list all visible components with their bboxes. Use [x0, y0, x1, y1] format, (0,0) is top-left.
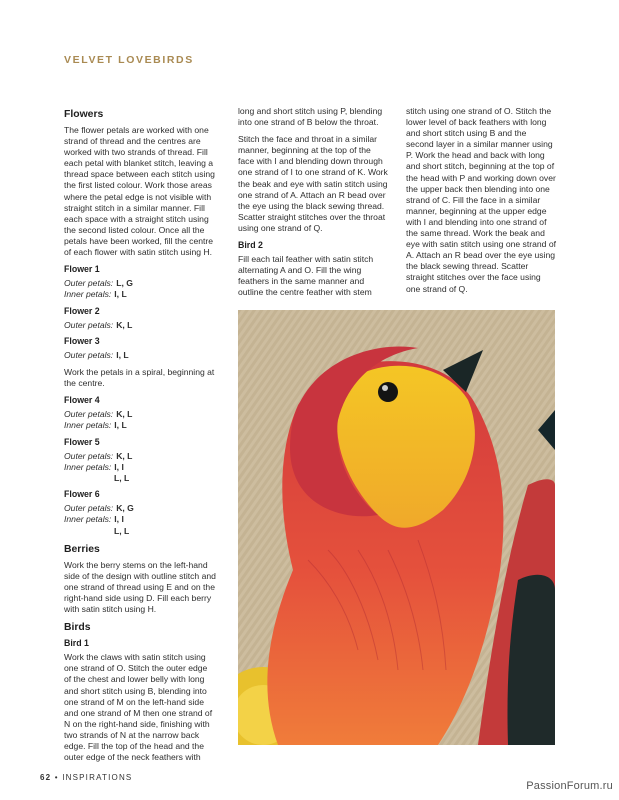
bird-2-text-cont: stitch using one strand of O. Stitch the lower level of back feathers with long and short stitch using B and the second layer in a similar manner using P. Work the head and back with long and short stitch, beginning at the top of the head with P and working down over the upper back then blending into one strand of C. Fill the face in a similar manner, beginning at the upper edge with I and blending into one strand of the same thread. Work the beak and eye with satin stitch using one strand of A. Attach an R bead over the eye using the black sewing thread. Scatter straight stitches over the face using one strand of Q. [406, 106, 556, 294]
berries-heading: Berries [64, 543, 100, 555]
flower-2 [64, 306, 216, 331]
column-1 [64, 106, 216, 769]
column-3 [406, 106, 556, 301]
flower-2-title: Flower 2 [64, 305, 100, 316]
bird-2-heading: Bird 2 [238, 240, 263, 251]
flower-1-title: Flower 1 [64, 264, 100, 275]
inner-petals-label: Inner petals: [64, 461, 112, 472]
berries-text: Work the berry stems on the left-hand side of the design with outline stitch and one strand of thread using E and on the right-hand side using D. Fill each berry with satin stitch using H. [64, 559, 216, 615]
bird-1-text: Work the claws with satin stitch using one strand of O. Stitch the outer edge of the chest and lower belly with long and short stitch using B, blending into one strand of M on the left-hand side and one strand of M then one strand of N on the right-hand side, finishing with two strands of N at the narrow back edge. Fill the top of the head and the outer edge of the neck feathers with [64, 652, 213, 763]
page-section-title: VELVET LOVEBIRDS [64, 54, 194, 66]
outer-petals-value: K, G [116, 503, 134, 514]
outer-petals-label: Outer petals: [64, 319, 114, 330]
watermark-text: PassionForum.ru [526, 780, 613, 792]
birds-heading: Birds [64, 622, 91, 634]
outer-petals-label: Outer petals: [64, 349, 114, 360]
inner-petals-value-2: L, L [114, 472, 130, 483]
page-footer [40, 773, 132, 782]
flower-6 [64, 489, 216, 537]
outer-petals-label: Outer petals: [64, 409, 114, 420]
outer-petals-value: K, L [116, 450, 133, 461]
bird-1-text-cont: long and short stitch using P, blending into one strand of B below the throat. [238, 106, 383, 128]
page-number: 62 [40, 773, 52, 782]
embroidery-photo [238, 310, 555, 745]
flower-4 [64, 395, 216, 431]
outer-petals-value: L, G [116, 278, 133, 289]
outer-petals-label: Outer petals: [64, 278, 114, 289]
flower-5 [64, 437, 216, 485]
bird-eye [378, 382, 398, 402]
inner-petals-label: Inner petals: [64, 420, 112, 431]
inner-petals-value: I, I [114, 461, 124, 472]
bird-2-text: Fill each tail feather with satin stitch alternating A and O. Fill the wing feathers in the same manner and outline the centre feather with stem [238, 254, 374, 298]
flower-3-note: Work the petals in a spiral, beginning at the centre. [64, 366, 215, 389]
flower-3 [64, 336, 216, 389]
inner-petals-value-2: L, L [114, 525, 130, 536]
flowers-intro: The flower petals are worked with one strand of thread and the centres are worked with two strands of thread. Fill each petal with blanket stitch, leaving a thread space between each stitch using the first listed colour. Work those areas where the petal edge is not visible with straight stitch in a similar manner. Fill each space with a straight stitch using the second listed colour. Once all the petals have been worked, fill the centre of each flower with satin stitch using H. [64, 125, 215, 258]
outer-petals-label: Outer petals: [64, 450, 114, 461]
column-2 [238, 106, 388, 304]
flower-3-title: Flower 3 [64, 335, 100, 346]
outer-petals-label: Outer petals: [64, 503, 114, 514]
inner-petals-value: I, L [114, 289, 127, 300]
flower-4-title: Flower 4 [64, 395, 100, 406]
inner-petals-value: I, L [114, 420, 127, 431]
inner-petals-label: Inner petals: [64, 514, 112, 525]
flower-1 [64, 264, 216, 300]
flowers-heading: Flowers [64, 109, 104, 120]
outer-petals-value: K, L [116, 409, 133, 420]
bird-1-face-text: Stitch the face and throat in a similar manner, beginning at the top of the face with I and blending down through one strand of I to one strand of K. Work the beak and eye with satin stitch using one strand of A. Attach an R bead over the eye using the black sewing thread. Scatter straight stitches over the throat using one strand of Q. [238, 134, 388, 233]
footer-separator: • [54, 773, 59, 782]
outer-petals-value: I, L [116, 349, 129, 360]
flower-6-title: Flower 6 [64, 489, 100, 500]
inner-petals-label: Inner petals: [64, 289, 112, 300]
footer-section: INSPIRATIONS [62, 773, 133, 782]
bird-1-heading: Bird 1 [64, 638, 89, 649]
flower-5-title: Flower 5 [64, 436, 100, 447]
inner-petals-value: I, I [114, 514, 124, 525]
outer-petals-value: K, L [116, 319, 133, 330]
